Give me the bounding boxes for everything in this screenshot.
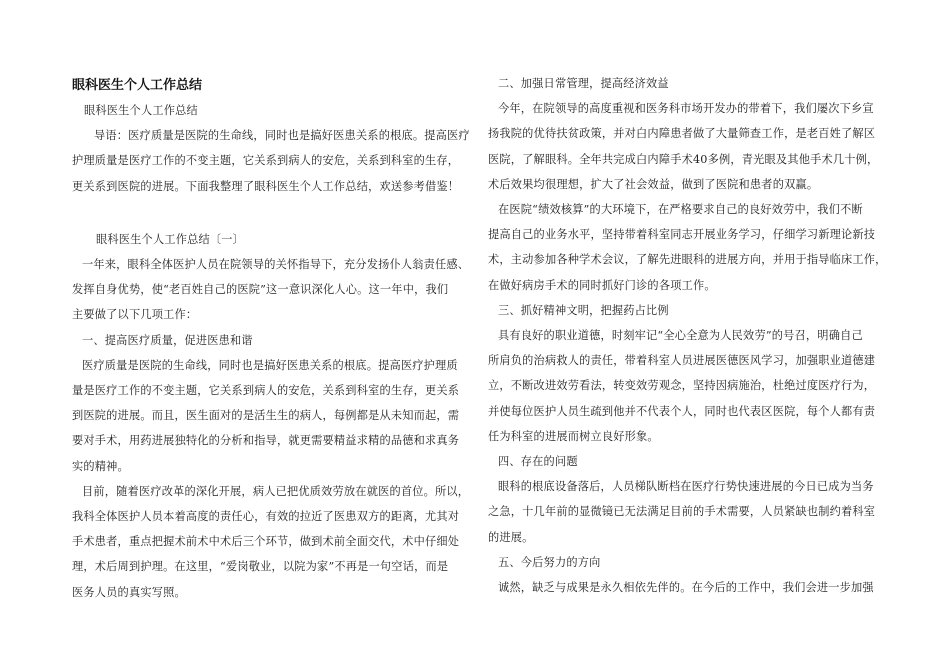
body-heading: 五、今后努力的方向	[498, 555, 601, 569]
body-line: 在医院“绩效核算”的大环境下，在严格要求自己的良好效劳中，我们不断	[498, 203, 863, 217]
body-line: 术，主动参加各种学术会议，了解先进眼科的进展方向，并用于指导临床工作，	[488, 253, 887, 267]
body-line: 提高自己的业务水平，坚持带着科室同志开展业务学习，仔细学习新理论新技	[488, 228, 876, 242]
intro-line: 更关系到医院的进展。下面我整理了眼科医生个人工作总结，欢送参考借鉴！	[72, 179, 460, 193]
intro-line: 护理质量是医疗工作的不变主题，它关系到病人的安危，关系到科室的生存，	[72, 154, 460, 168]
body-line: 目前，随着医疗改革的深化开展，病人已把优质效劳放在就医的首位。所以，	[82, 484, 470, 498]
body-heading: 一、提高医疗质量，促进医患和谐	[82, 333, 253, 347]
right-column	[488, 71, 887, 600]
intro-line: 导语：医疗质量是医院的生命线，同时也是搞好医患关系的根底。提高医疗	[94, 129, 470, 143]
body-line: 一年来，眼科全体医护人员在院领导的关怀指导下，充分发扬仆人翁责任感、	[82, 258, 470, 272]
body-line: 的进展。	[488, 530, 534, 544]
body-line: 量是医疗工作的不变主题，它关系到病人的安危，关系到科室的生存，更关系	[72, 384, 460, 398]
document-title: 眼科医生个人工作总结	[72, 78, 203, 93]
body-line: 具有良好的职业道德，时刻牢记“全心全意为人民效劳”的号召，明确自己	[498, 329, 863, 343]
body-line: 之急，十几年前的显微镜已无法满足目前的手术需要，人员紧缺也制约着科室	[488, 505, 876, 519]
body-line: 医院，了解眼科。全年共完成白内障手术40多例，青光眼及其他手术几十例，	[488, 152, 879, 166]
left-column	[72, 98, 472, 605]
body-line: 医疗质量是医院的生命线，同时也是搞好医患关系的根底。提高医疗护理质	[82, 358, 458, 372]
body-line: 在做好病房手术的同时抓好门诊的各项工作。	[488, 278, 716, 292]
section-heading: 眼科医生个人工作总结〔一〕	[96, 232, 245, 246]
body-line: 主要做了以下几项工作：	[72, 308, 198, 322]
body-line: 手术患者，重点把握术前术中术后三个环节，做到术前全面交代，术中仔细处	[72, 535, 460, 549]
body-line: 术后效果均很理想，扩大了社会效益，做到了医院和患者的双赢。	[488, 177, 819, 191]
body-line: 要对手术，用药进展独特化的分析和指导，就更需要精益求精的品德和求真务	[72, 434, 460, 448]
body-line: 医务人员的真实写照。	[72, 585, 186, 599]
body-line: 到医院的进展。而且，医生面对的是活生生的病人，每例都是从未知而起，需	[72, 409, 460, 423]
subtitle: 眼科医生个人工作总结	[84, 104, 198, 117]
body-line: 发挥自身优势，使“老百姓自己的医院”这一意识深化人心。这一年中，我们	[72, 283, 449, 297]
body-line: 任为科室的进展而树立良好形象。	[488, 429, 659, 443]
body-heading: 二、加强日常管理，提高经济效益	[498, 77, 669, 90]
body-line: 实的精神。	[72, 459, 129, 473]
body-line: 诚然，缺乏与成果是永久相依先伴的。在今后的工作中，我们会进一步加强	[498, 581, 874, 595]
body-line: 我科全体医护人员本着高度的责任心，有效的拉近了医患双方的距离，尤其对	[72, 510, 460, 524]
body-heading: 三、抓好精神文明，把握药占比例	[498, 303, 669, 317]
body-line: 所肩负的治病救人的责任，带着科室人员进展医德医风学习，加强职业道德建	[488, 354, 876, 368]
body-line: 扬我院的优待扶贫政策，并对白内障患者做了大量筛查工作，是老百姓了解区	[488, 127, 876, 141]
body-line: 眼科的根底设备落后，人员梯队断档在医疗行势快速进展的今日已成为当务	[498, 480, 874, 494]
body-line: 理，术后周到护理。在这里，“爱岗敬业，以院为家”不再是一句空话，而是	[72, 560, 449, 574]
body-heading: 四、存在的问题	[498, 455, 578, 469]
body-line: 今年，在院领导的高度重视和医务科市场开发办的带着下，我们屡次下乡宣	[498, 102, 874, 116]
body-line: 并使每位医护人员生疏到他并不代表个人，同时也代表区医院，每个人都有责	[488, 404, 876, 418]
body-line: 立，不断改进效劳看法，转变效劳观念，坚持因病施治，杜绝过度医疗行为，	[488, 379, 876, 393]
